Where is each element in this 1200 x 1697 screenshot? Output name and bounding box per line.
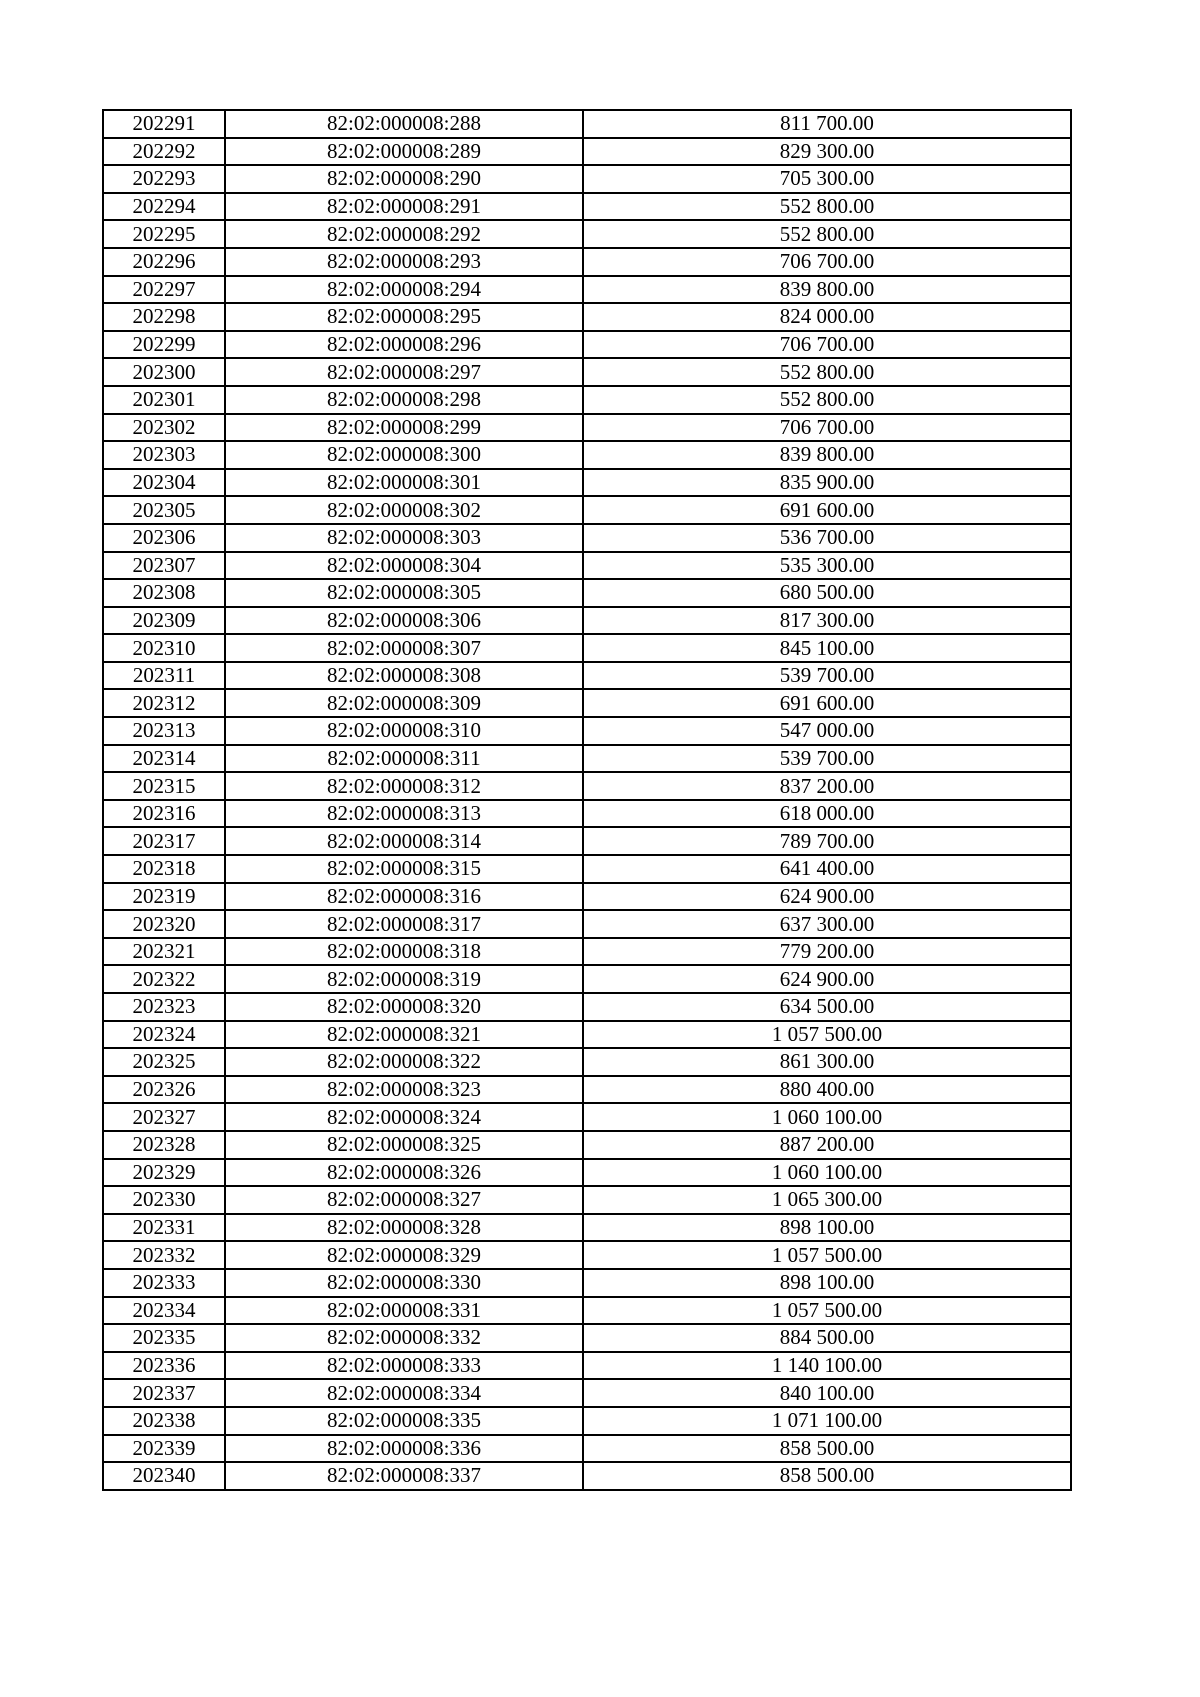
table-row — [103, 772, 1071, 800]
cadastral-value-cell: 552 800.00 — [583, 386, 1071, 414]
row-number-cell: 202319 — [103, 883, 225, 911]
row-number-cell: 202311 — [103, 662, 225, 690]
cadastral-value-cell: 680 500.00 — [583, 579, 1071, 607]
cadastral-value-cell: 861 300.00 — [583, 1048, 1071, 1076]
table-row — [103, 745, 1071, 773]
cadastral-value-cell: 1 057 500.00 — [583, 1241, 1071, 1269]
cadastral-number-cell: 82:02:000008:311 — [225, 745, 583, 773]
cadastral-number-cell: 82:02:000008:332 — [225, 1324, 583, 1352]
table-row — [103, 1379, 1071, 1407]
cadastral-value-cell: 624 900.00 — [583, 965, 1071, 993]
cadastral-number-cell: 82:02:000008:318 — [225, 938, 583, 966]
cadastral-number-cell: 82:02:000008:321 — [225, 1021, 583, 1049]
cadastral-number-cell: 82:02:000008:290 — [225, 165, 583, 193]
row-number-cell: 202317 — [103, 827, 225, 855]
row-number-cell: 202291 — [103, 110, 225, 138]
table-row — [103, 193, 1071, 221]
cadastral-number-cell: 82:02:000008:297 — [225, 358, 583, 386]
cadastral-number-cell: 82:02:000008:317 — [225, 910, 583, 938]
table-row — [103, 883, 1071, 911]
cadastral-value-cell: 634 500.00 — [583, 993, 1071, 1021]
cadastral-value-cell: 536 700.00 — [583, 524, 1071, 552]
row-number-cell: 202296 — [103, 248, 225, 276]
cadastral-value-cell: 858 500.00 — [583, 1435, 1071, 1463]
cadastral-value-cell: 1 060 100.00 — [583, 1103, 1071, 1131]
cadastral-number-cell: 82:02:000008:302 — [225, 496, 583, 524]
row-number-cell: 202337 — [103, 1379, 225, 1407]
table-row — [103, 1241, 1071, 1269]
cadastral-value-cell: 839 800.00 — [583, 441, 1071, 469]
cadastral-value-cell: 1 140 100.00 — [583, 1352, 1071, 1380]
cadastral-value-cell: 898 100.00 — [583, 1214, 1071, 1242]
row-number-cell: 202293 — [103, 165, 225, 193]
row-number-cell: 202330 — [103, 1186, 225, 1214]
table-row — [103, 1352, 1071, 1380]
cadastral-value-cell: 880 400.00 — [583, 1076, 1071, 1104]
cadastral-number-cell: 82:02:000008:303 — [225, 524, 583, 552]
cadastral-number-cell: 82:02:000008:326 — [225, 1159, 583, 1187]
cadastral-value-cell: 624 900.00 — [583, 883, 1071, 911]
row-number-cell: 202320 — [103, 910, 225, 938]
row-number-cell: 202305 — [103, 496, 225, 524]
cadastral-number-cell: 82:02:000008:305 — [225, 579, 583, 607]
cadastral-value-cell: 837 200.00 — [583, 772, 1071, 800]
cadastral-value-cell: 539 700.00 — [583, 662, 1071, 690]
row-number-cell: 202297 — [103, 276, 225, 304]
cadastral-value-cell: 691 600.00 — [583, 689, 1071, 717]
cadastral-number-cell: 82:02:000008:328 — [225, 1214, 583, 1242]
row-number-cell: 202323 — [103, 993, 225, 1021]
row-number-cell: 202292 — [103, 138, 225, 166]
row-number-cell: 202313 — [103, 717, 225, 745]
row-number-cell: 202312 — [103, 689, 225, 717]
table-row — [103, 607, 1071, 635]
cadastral-number-cell: 82:02:000008:299 — [225, 414, 583, 442]
table-row — [103, 496, 1071, 524]
table-row — [103, 579, 1071, 607]
table-row — [103, 662, 1071, 690]
cadastral-number-cell: 82:02:000008:300 — [225, 441, 583, 469]
table-row — [103, 1407, 1071, 1435]
cadastral-value-cell: 552 800.00 — [583, 193, 1071, 221]
cadastral-number-cell: 82:02:000008:314 — [225, 827, 583, 855]
cadastral-number-cell: 82:02:000008:291 — [225, 193, 583, 221]
row-number-cell: 202335 — [103, 1324, 225, 1352]
row-number-cell: 202306 — [103, 524, 225, 552]
cadastral-value-cell: 887 200.00 — [583, 1131, 1071, 1159]
cadastral-value-cell: 535 300.00 — [583, 552, 1071, 580]
cadastral-number-cell: 82:02:000008:325 — [225, 1131, 583, 1159]
row-number-cell: 202303 — [103, 441, 225, 469]
table-row — [103, 1159, 1071, 1187]
cadastral-number-cell: 82:02:000008:301 — [225, 469, 583, 497]
cadastral-value-cell: 691 600.00 — [583, 496, 1071, 524]
row-number-cell: 202307 — [103, 552, 225, 580]
cadastral-number-cell: 82:02:000008:292 — [225, 220, 583, 248]
table-row — [103, 414, 1071, 442]
table-row — [103, 1021, 1071, 1049]
row-number-cell: 202304 — [103, 469, 225, 497]
row-number-cell: 202310 — [103, 634, 225, 662]
cadastral-number-cell: 82:02:000008:337 — [225, 1462, 583, 1490]
cadastral-number-cell: 82:02:000008:322 — [225, 1048, 583, 1076]
cadastral-value-cell: 539 700.00 — [583, 745, 1071, 773]
cadastral-number-cell: 82:02:000008:333 — [225, 1352, 583, 1380]
cadastral-number-cell: 82:02:000008:289 — [225, 138, 583, 166]
cadastral-value-cell: 817 300.00 — [583, 607, 1071, 635]
table-row — [103, 110, 1071, 138]
row-number-cell: 202321 — [103, 938, 225, 966]
table-row — [103, 331, 1071, 359]
cadastral-value-cell: 552 800.00 — [583, 220, 1071, 248]
row-number-cell: 202340 — [103, 1462, 225, 1490]
cadastral-value-cell: 824 000.00 — [583, 303, 1071, 331]
cadastral-number-cell: 82:02:000008:296 — [225, 331, 583, 359]
cadastral-number-cell: 82:02:000008:310 — [225, 717, 583, 745]
cadastral-number-cell: 82:02:000008:312 — [225, 772, 583, 800]
cadastral-number-cell: 82:02:000008:329 — [225, 1241, 583, 1269]
cadastral-value-cell: 1 057 500.00 — [583, 1021, 1071, 1049]
row-number-cell: 202298 — [103, 303, 225, 331]
cadastral-value-cell: 1 071 100.00 — [583, 1407, 1071, 1435]
cadastral-number-cell: 82:02:000008:334 — [225, 1379, 583, 1407]
row-number-cell: 202318 — [103, 855, 225, 883]
row-number-cell: 202338 — [103, 1407, 225, 1435]
cadastral-value-cell: 829 300.00 — [583, 138, 1071, 166]
cadastral-number-cell: 82:02:000008:327 — [225, 1186, 583, 1214]
cadastral-number-cell: 82:02:000008:304 — [225, 552, 583, 580]
row-number-cell: 202308 — [103, 579, 225, 607]
row-number-cell: 202339 — [103, 1435, 225, 1463]
cadastral-number-cell: 82:02:000008:315 — [225, 855, 583, 883]
cadastral-value-cell: 884 500.00 — [583, 1324, 1071, 1352]
cadastral-number-cell: 82:02:000008:307 — [225, 634, 583, 662]
cadastral-value-cell: 898 100.00 — [583, 1269, 1071, 1297]
table-row — [103, 965, 1071, 993]
table-row — [103, 1214, 1071, 1242]
cadastral-value-cell: 779 200.00 — [583, 938, 1071, 966]
cadastral-number-cell: 82:02:000008:336 — [225, 1435, 583, 1463]
cadastral-value-cell: 618 000.00 — [583, 800, 1071, 828]
table-row — [103, 386, 1071, 414]
cadastral-value-cell: 789 700.00 — [583, 827, 1071, 855]
cadastral-value-cell: 552 800.00 — [583, 358, 1071, 386]
row-number-cell: 202331 — [103, 1214, 225, 1242]
row-number-cell: 202325 — [103, 1048, 225, 1076]
table-row — [103, 220, 1071, 248]
row-number-cell: 202328 — [103, 1131, 225, 1159]
table-row — [103, 165, 1071, 193]
row-number-cell: 202327 — [103, 1103, 225, 1131]
table-body — [103, 110, 1071, 1490]
row-number-cell: 202329 — [103, 1159, 225, 1187]
cadastral-value-cell: 637 300.00 — [583, 910, 1071, 938]
cadastral-number-cell: 82:02:000008:298 — [225, 386, 583, 414]
row-number-cell: 202336 — [103, 1352, 225, 1380]
cadastral-value-cell: 811 700.00 — [583, 110, 1071, 138]
table-row — [103, 1297, 1071, 1325]
table-row — [103, 1131, 1071, 1159]
cadastral-value-cell: 706 700.00 — [583, 248, 1071, 276]
table-row — [103, 358, 1071, 386]
cadastral-number-cell: 82:02:000008:309 — [225, 689, 583, 717]
cadastral-number-cell: 82:02:000008:316 — [225, 883, 583, 911]
table-row — [103, 910, 1071, 938]
table-row — [103, 689, 1071, 717]
cadastral-value-cell: 858 500.00 — [583, 1462, 1071, 1490]
cadastral-value-cell: 547 000.00 — [583, 717, 1071, 745]
table-row — [103, 938, 1071, 966]
table-row — [103, 827, 1071, 855]
cadastral-number-cell: 82:02:000008:288 — [225, 110, 583, 138]
row-number-cell: 202322 — [103, 965, 225, 993]
cadastral-value-cell: 706 700.00 — [583, 331, 1071, 359]
row-number-cell: 202316 — [103, 800, 225, 828]
row-number-cell: 202309 — [103, 607, 225, 635]
cadastral-number-cell: 82:02:000008:320 — [225, 993, 583, 1021]
row-number-cell: 202300 — [103, 358, 225, 386]
table-row — [103, 800, 1071, 828]
cadastral-number-cell: 82:02:000008:308 — [225, 662, 583, 690]
cadastral-number-cell: 82:02:000008:295 — [225, 303, 583, 331]
cadastral-value-cell: 705 300.00 — [583, 165, 1071, 193]
cadastral-number-cell: 82:02:000008:324 — [225, 1103, 583, 1131]
row-number-cell: 202294 — [103, 193, 225, 221]
cadastral-number-cell: 82:02:000008:335 — [225, 1407, 583, 1435]
table-row — [103, 248, 1071, 276]
cadastral-number-cell: 82:02:000008:319 — [225, 965, 583, 993]
table-row — [103, 552, 1071, 580]
table-row — [103, 855, 1071, 883]
row-number-cell: 202332 — [103, 1241, 225, 1269]
table-row — [103, 634, 1071, 662]
table-row — [103, 441, 1071, 469]
row-number-cell: 202314 — [103, 745, 225, 773]
cadastral-number-cell: 82:02:000008:306 — [225, 607, 583, 635]
cadastral-number-cell: 82:02:000008:313 — [225, 800, 583, 828]
table-row — [103, 138, 1071, 166]
row-number-cell: 202299 — [103, 331, 225, 359]
row-number-cell: 202333 — [103, 1269, 225, 1297]
row-number-cell: 202324 — [103, 1021, 225, 1049]
cadastral-value-cell: 706 700.00 — [583, 414, 1071, 442]
table-row — [103, 1435, 1071, 1463]
table-row — [103, 1269, 1071, 1297]
cadastral-number-cell: 82:02:000008:293 — [225, 248, 583, 276]
table-row — [103, 1324, 1071, 1352]
cadastral-value-cell: 1 060 100.00 — [583, 1159, 1071, 1187]
row-number-cell: 202334 — [103, 1297, 225, 1325]
table-row — [103, 303, 1071, 331]
table-row — [103, 717, 1071, 745]
cadastral-number-cell: 82:02:000008:330 — [225, 1269, 583, 1297]
cadastral-value-cell: 641 400.00 — [583, 855, 1071, 883]
table-row — [103, 1462, 1071, 1490]
cadastral-number-cell: 82:02:000008:323 — [225, 1076, 583, 1104]
table-row — [103, 1103, 1071, 1131]
cadastral-value-cell: 835 900.00 — [583, 469, 1071, 497]
cadastral-value-cell: 1 057 500.00 — [583, 1297, 1071, 1325]
cadastral-number-cell: 82:02:000008:294 — [225, 276, 583, 304]
cadastral-value-table — [102, 109, 1072, 1491]
cadastral-number-cell: 82:02:000008:331 — [225, 1297, 583, 1325]
row-number-cell: 202302 — [103, 414, 225, 442]
table-row — [103, 1048, 1071, 1076]
table-row — [103, 469, 1071, 497]
cadastral-value-cell: 839 800.00 — [583, 276, 1071, 304]
row-number-cell: 202301 — [103, 386, 225, 414]
cadastral-value-cell: 845 100.00 — [583, 634, 1071, 662]
table-row — [103, 524, 1071, 552]
row-number-cell: 202295 — [103, 220, 225, 248]
cadastral-value-cell: 1 065 300.00 — [583, 1186, 1071, 1214]
row-number-cell: 202326 — [103, 1076, 225, 1104]
cadastral-value-cell: 840 100.00 — [583, 1379, 1071, 1407]
table-row — [103, 276, 1071, 304]
table-row — [103, 1186, 1071, 1214]
table-row — [103, 993, 1071, 1021]
table-row — [103, 1076, 1071, 1104]
row-number-cell: 202315 — [103, 772, 225, 800]
